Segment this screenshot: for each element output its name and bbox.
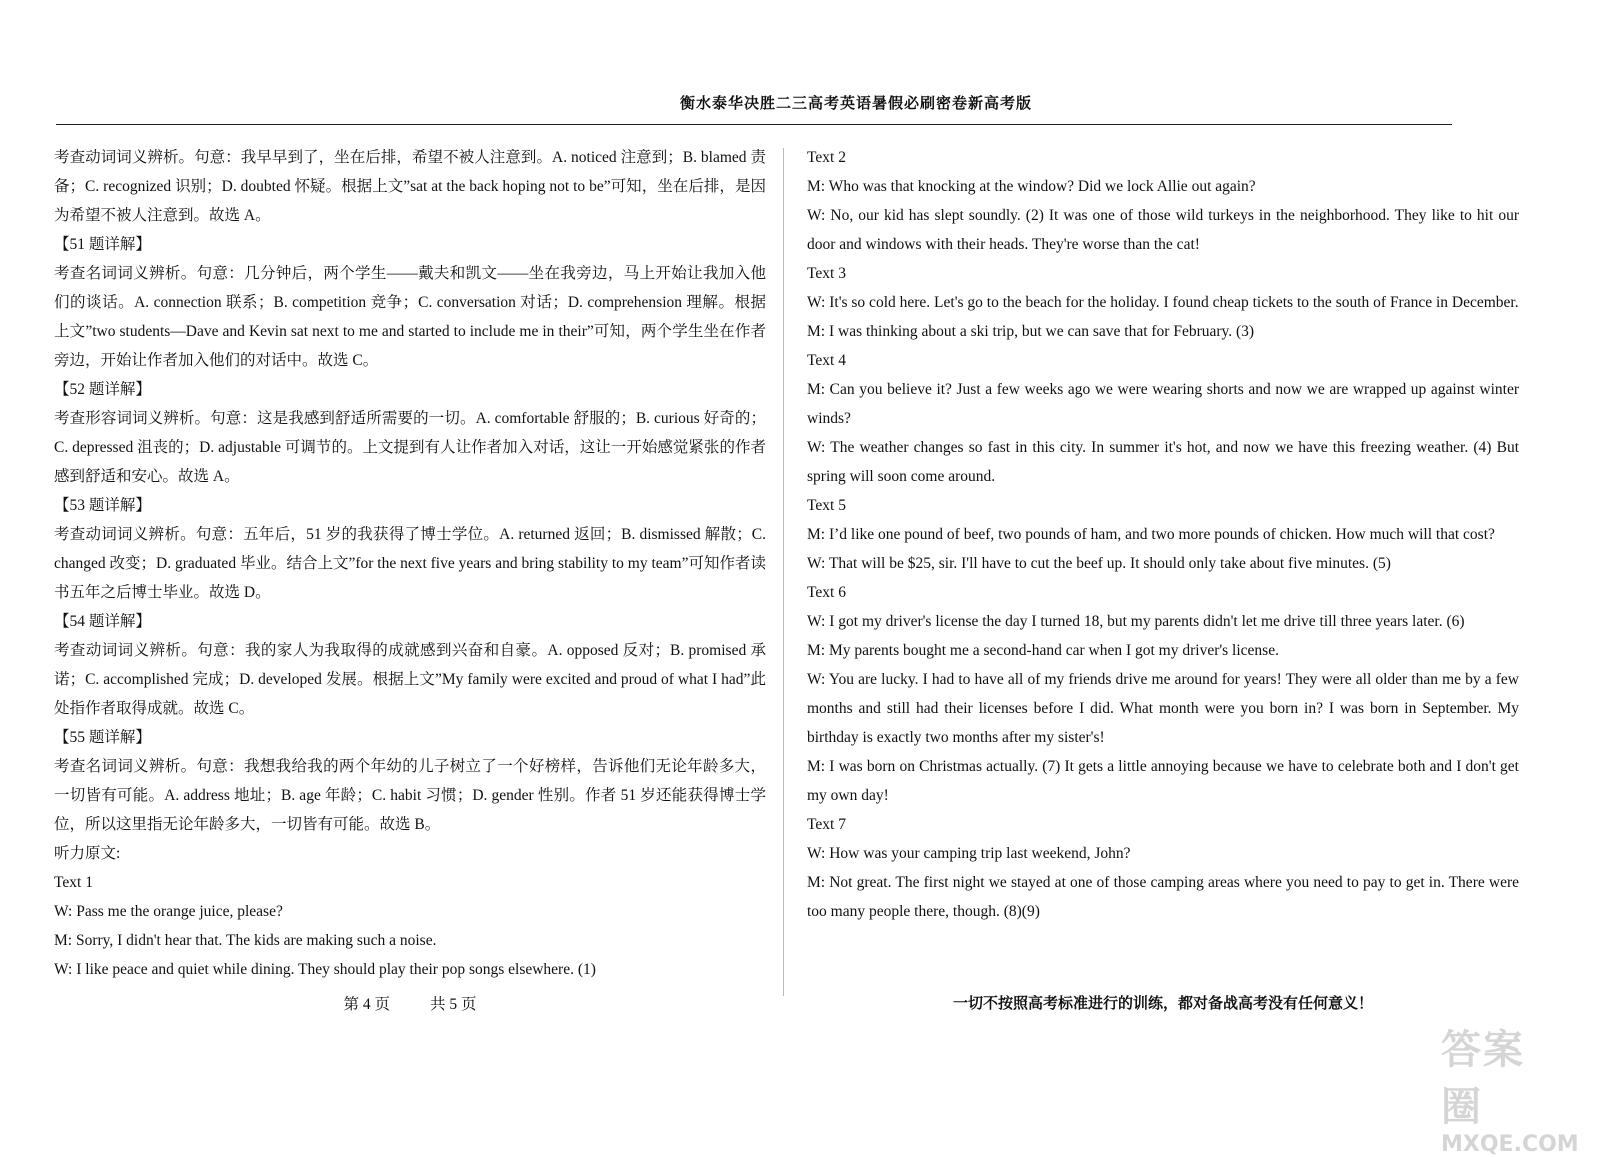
paragraph: 考查动词词义辨析。句意：五年后，51 岁的我获得了博士学位。A. returned 返回；B. dismissed 解散；C. changed 改变；D. graduated 毕业。结合上文”for the next five years and bring stability to my team”可知作者读书五年之后博士毕业。故选 D。 — [54, 526, 766, 601]
watermark-logo — [1441, 1018, 1579, 1157]
dialogue-line: M: Can you believe it? Just a few weeks ago we were wearing shorts and now we are wrapped up against winter winds? — [807, 381, 1519, 427]
text-label: Text 2 — [807, 149, 846, 166]
header-title: 衡水泰华决胜二三高考英语暑假必刷密卷新高考版 — [679, 96, 1032, 112]
dialogue-line: W: I got my driver's license the day I turned 18, but my parents didn't let me drive till three years later. (6) — [807, 613, 1465, 630]
text-label: Text 4 — [807, 352, 846, 369]
dialogue-line: W: You are lucky. I had to have all of my friends drive me around for years! They were all older than me by a few months and still had their licenses before I did. What month were you born in? I was born in September. My birthday is exactly two months after my sister's! — [807, 671, 1519, 746]
text-label: Text 6 — [807, 584, 846, 601]
dialogue-line: M: Who was that knocking at the window? Did we lock Allie out again? — [807, 178, 1256, 195]
section-heading: 【51 题详解】 — [54, 236, 151, 253]
dialogue-line: W: I like peace and quiet while dining. They should play their pop songs elsewhere. (1) — [54, 961, 596, 978]
footer-slogan: 一切不按照高考标准进行的训练，都对备战高考没有任何意义！ — [952, 996, 1373, 1012]
section-heading: 听力原文: — [54, 845, 121, 862]
dialogue-line: W: How was your camping trip last weekend, John? — [807, 845, 1131, 862]
watermark-top: 答案圈 — [1441, 1027, 1525, 1130]
dialogue-line: W: No, our kid has slept soundly. (2) It was one of those wild turkeys in the neighborhood. They like to hit our door and windows with their heads. They're worse than the cat! — [807, 207, 1519, 253]
page-current: 第 4 页 — [343, 996, 391, 1013]
paragraph: 考查形容词词义辨析。句意：这是我感到舒适所需要的一切。A. comfortable 舒服的；B. curious 好奇的；C. depressed 沮丧的；D. adjustable 可调节的。上文提到有人让作者加入对话，这让一开始感觉紧张的作者感到舒适和安心。故选 A。 — [54, 410, 766, 485]
dialogue-line: M: I was born on Christmas actually. (7) It gets a little annoying because we have to celebrate both and I don't get my own day! — [807, 758, 1519, 804]
right-column — [807, 143, 1519, 926]
dialogue-line: M: I was thinking about a ski trip, but we can save that for February. (3) — [807, 323, 1255, 340]
dialogue-line: W: The weather changes so fast in this city. In summer it's hot, and now we have this freezing weather. (4) But spring will soon come around. — [807, 439, 1519, 485]
column-divider — [783, 148, 784, 996]
left-column — [54, 143, 766, 984]
dialogue-line: W: Pass me the orange juice, please? — [54, 903, 283, 920]
watermark-bottom: MXQE.COM — [1441, 1132, 1579, 1157]
page-total: 共 5 页 — [429, 996, 477, 1013]
text-label: Text 7 — [807, 816, 846, 833]
text-label: Text 1 — [54, 874, 93, 891]
paragraph: 考查动词词义辨析。句意：我早早到了，坐在后排，希望不被人注意到。A. noticed 注意到；B. blamed 责备；C. recognized 识别；D. doubted 怀疑。根据上文”sat at the back hoping not to be”可知，坐在后排，是因为希望不被人注意到。故选 A。 — [54, 149, 766, 224]
paragraph: 考查名词词义辨析。句意：几分钟后，两个学生——戴夫和凯文——坐在我旁边，马上开始让我加入他们的谈话。A. connection 联系；B. competition 竞争；C. conversation 对话；D. comprehension 理解。根据上文”two students—Dave and Kevin sat next to me and started to include me in their”可知，两个学生坐在作者旁边，开始让作者加入他们的对话中。故选 C。 — [54, 265, 766, 369]
section-heading: 【55 题详解】 — [54, 729, 151, 746]
dialogue-line: M: Not great. The first night we stayed at one of those camping areas where you need to pay to get in. There were too many people there, though. (8)(9) — [807, 874, 1519, 920]
dialogue-line: W: That will be $25, sir. I'll have to cut the beef up. It should only take about five minutes. (5) — [807, 555, 1391, 572]
text-label: Text 3 — [807, 265, 846, 282]
paragraph: 考查名词词义辨析。句意：我想我给我的两个年幼的儿子树立了一个好榜样，告诉他们无论年龄多大，一切皆有可能。A. address 地址；B. age 年龄；C. habit 习惯；D. gender 性别。作者 51 岁还能获得博士学位，所以这里指无论年龄多大，一切皆有可能。故选 B。 — [54, 758, 766, 833]
dialogue-line: W: It's so cold here. Let's go to the beach for the holiday. I found cheap tickets to the south of France in December. — [807, 294, 1519, 311]
page-header — [56, 88, 1452, 125]
page-number — [54, 992, 766, 1014]
paragraph: 考查动词词义辨析。句意：我的家人为我取得的成就感到兴奋和自豪。A. opposed 反对；B. promised 承诺；C. accomplished 完成；D. developed 发展。根据上文”My family were excited and proud of what I had”此处指作者取得成就。故选 C。 — [54, 642, 766, 717]
dialogue-line: M: My parents bought me a second-hand car when I got my driver's license. — [807, 642, 1279, 659]
dialogue-line: M: Sorry, I didn't hear that. The kids are making such a noise. — [54, 932, 437, 949]
section-heading: 【52 题详解】 — [54, 381, 151, 398]
dialogue-line: M: I’d like one pound of beef, two pounds of ham, and two more pounds of chicken. How much will that cost? — [807, 526, 1495, 543]
section-heading: 【53 题详解】 — [54, 497, 151, 514]
section-heading: 【54 题详解】 — [54, 613, 151, 630]
text-label: Text 5 — [807, 497, 846, 514]
